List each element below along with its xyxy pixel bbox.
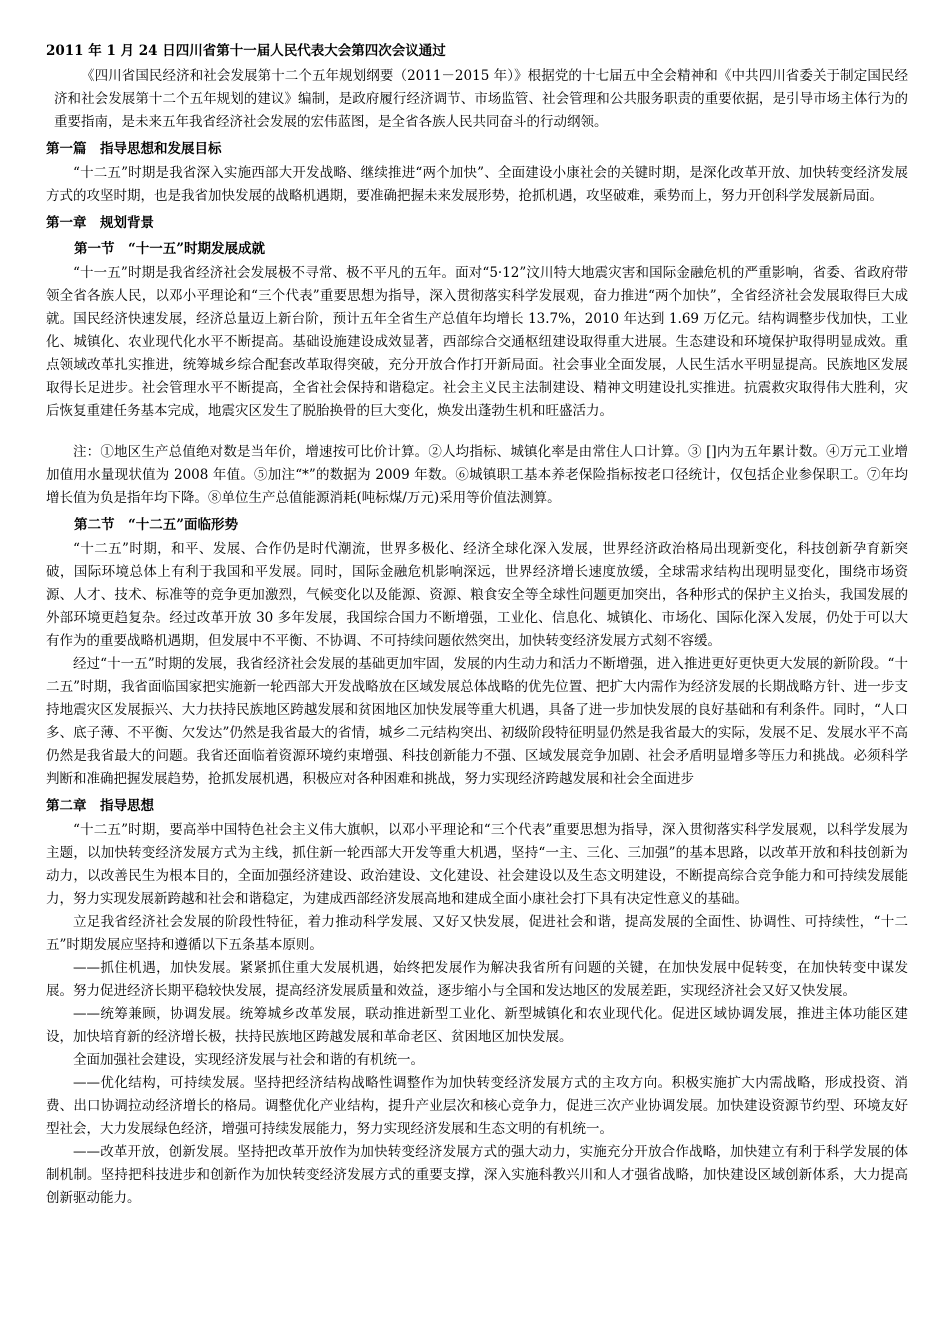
part1-paragraph: “十二五”时期是我省深入实施西部大开发战略、继续推进“两个加快”、全面建设小康社会的关键时期，是深化改革开放、加快转变经济发展方式的攻坚时期，也是我省加快发展的战略机遇期，要准确把握未来发展形势，抢抓机遇，攻坚破难，乘势而上，努力开创科学发展新局面。 xyxy=(46,165,908,204)
section1-heading: 第一节 “十一五”时期发展成就 xyxy=(74,241,266,257)
section2-paragraph-1: “十二五”时期，和平、发展、合作仍是时代潮流，世界多极化、经济全球化深入发展，世界经济政治格局出现新变化，科技创新孕育新突破，国际环境总体上有利于我国和平发展。同时，国际金融危机影响深远，世界经济增长速度放缓，全球需求结构出现明显变化，围绕市场资源、人才、技术、标准等的竞争更加激烈，气候变化以及能源、资源、粮食安全等全球性问题更加突出，各种形式的保护主义抬头，我国发展的外部环境更趋复杂。经过改革开放 30 多年发展，我国综合国力不断增强，工业化、信息化、城镇化、市场化、国际化深入发展，仍处于可以大有作为的重要战略机遇期，但发展中不平衡、不协调、不可持续问题依然突出，加快转变经济发展方式刻不容缓。 xyxy=(46,541,908,649)
principle-1-paragraph: ——抓住机遇，加快发展。紧紧抓住重大发展机遇，始终把发展作为解决我省所有问题的关键，在加快发展中促转变，在加快转变中谋发展。努力促进经济长期平稳较快发展，提高经济发展质量和效益，逐步缩小与全国和发达地区的发展差距，实现经济社会又好又快发展。 xyxy=(46,960,908,999)
document-title: 2011 年 1 月 24 日四川省第十一届人民代表大会第四次会议通过 xyxy=(46,43,446,59)
principle-2-paragraph: ——统筹兼顾，协调发展。统筹城乡改革发展，联动推进新型工业化、新型城镇化和农业现代化。促进区域协调发展，推进主体功能区建设，加快培育新的经济增长极，扶持民族地区跨越发展和革命老区、贫困地区加快发展。 xyxy=(46,1006,908,1045)
chapter1-heading: 第一章 规划背景 xyxy=(46,215,154,231)
part1-heading: 第一篇 指导思想和发展目标 xyxy=(46,141,222,157)
section1-paragraph: “十一五”时期是我省经济社会发展极不寻常、极不平凡的五年。面对“5·12”汶川特大地震灾害和国际金融危机的严重影响，省委、省政府带领全省各族人民，以邓小平理论和“三个代表”重要思想为指导，深入贯彻落实科学发展观，奋力推进“两个加快”，全省经济社会发展取得巨大成就。国民经济快速发展，经济总量迈上新台阶，预计五年全省生产总值年均增长 13.7%，2010 年达到 1.69 万亿元。结构调整步伐加快，工业化、城镇化、农业现代化水平不断提高。基础设施建设成效显著，西部综合交通枢纽建设取得重大进展。生态建设和环境保护取得明显成效。重点领域改革扎实推进，统筹城乡综合配套改革取得突破，充分开放合作打开新局面。社会事业全面发展，人民生活水平明显提高。民族地区发展取得长足进步。社会管理水平不断提高，全省社会保持和谐稳定。社会主义民主法制建设、精神文明建设扎实推进。抗震救灾取得伟大胜利，灾后恢复重建任务基本完成，地震灾区发生了脱胎换骨的巨大变化，焕发出蓬勃生机和旺盛活力。 xyxy=(46,265,908,419)
intro-paragraph: 《四川省国民经济和社会发展第十二个五年规划纲要（2011－2015 年）》根据党的十七届五中全会精神和《中共四川省委关于制定国民经济和社会发展第十二个五年规划的建议》编制，是政府履行经济调节、市场监管、社会管理和公共服务职责的重要依据，是引导市场主体行为的重要指南，是未来五年我省经济社会发展的宏伟蓝图，是全省各族人民共同奋斗的行动纲领。 xyxy=(54,68,908,130)
spacer xyxy=(46,423,908,441)
chapter2-paragraph-2: 立足我省经济社会发展的阶段性特征，着力推动科学发展、又好又快发展，促进社会和谐，提高发展的全面性、协调性、可持续性，“十二五”时期发展应坚持和遵循以下五条基本原则。 xyxy=(46,914,908,953)
chapter2-heading: 第二章 指导思想 xyxy=(46,798,154,814)
chapter2-paragraph-1: “十二五”时期，要高举中国特色社会主义伟大旗帜，以邓小平理论和“三个代表”重要思想为指导，深入贯彻落实科学发展观，以科学发展为主题，以加快转变经济发展方式为主线，抓住新一轮西部大开发等重大机遇，坚持“一主、三化、三加强”的基本思路，以改革开放和科技创新为动力，以改善民生为根本目的，全面加强经济建设、政治建设、文化建设、社会建设以及生态文明建设，不断提高综合竞争能力和可持续发展能力，努力实现发展新跨越和社会和谐稳定，为建成西部经济发展高地和建成全面小康社会打下具有决定性意义的基础。 xyxy=(46,822,908,907)
principle-4-paragraph: ——改革开放，创新发展。坚持把改革开放作为加快转变经济发展方式的强大动力，实施充分开放合作战略，加快建立有利于科学发展的体制机制。坚持把科技进步和创新作为加快转变经济发展方式的重要支撑，深入实施科教兴川和人才强省战略，加快建设区域创新体系，大力提高创新驱动能力。 xyxy=(46,1144,908,1206)
section2-heading: 第二节 “十二五”面临形势 xyxy=(74,517,239,533)
notes-paragraph: 注：①地区生产总值绝对数是当年价，增速按可比价计算。②人均指标、城镇化率是由常住人口计算。③ []内为五年累计数。④万元工业增加值用水量现状值为 2008 年值。⑤加注“*”的数据为 2009 年数。⑥城镇职工基本养老保险指标按老口径统计，仅包括企业参保职工。⑦年均增长值为负是指年均下降。⑧单位生产总值能源消耗(吨标煤/万元)采用等价值法测算。 xyxy=(46,444,908,506)
principle-3-paragraph: ——优化结构，可持续发展。坚持把经济结构战略性调整作为加快转变经济发展方式的主攻方向。积极实施扩大内需战略，形成投资、消费、出口协调拉动经济增长的格局。调整优化产业结构，提升产业层次和核心竞争力，促进三次产业协调发展。加快建设资源节约型、环境友好型社会，大力发展绿色经济，增强可持续发展能力，努力实现经济发展和生态文明的有机统一。 xyxy=(46,1075,908,1137)
section2-paragraph-2: 经过“十一五”时期的发展，我省经济社会发展的基础更加牢固，发展的内生动力和活力不断增强，进入推进更好更快更大发展的新阶段。“十二五”时期，我省面临国家把实施新一轮西部大开发战略放在区域发展总体战略的优先位置、把扩大内需作为经济发展的长期战略方针、进一步支持地震灾区发展振兴、大力扶持民族地区跨越发展和贫困地区加快发展等重大机遇，具备了进一步加快发展的良好基础和有利条件。同时，“人口多、底子薄、不平衡、欠发达”仍然是我省最大的省情，城乡二元结构突出、初级阶段特征明显仍然是我省最大的实际，发展不足、发展水平不高仍然是我省最大的问题。我省还面临着资源环境约束增强、科技创新能力不强、区域发展竞争加剧、社会矛盾明显增多等压力和挑战。必须科学判断和准确把握发展趋势，抢抓发展机遇，积极应对各种困难和挑战，努力实现经济跨越发展和社会全面进步 xyxy=(46,656,908,787)
document-page xyxy=(46,40,908,1210)
chapter2-paragraph-5: 全面加强社会建设，实现经济发展与社会和谐的有机统一。 xyxy=(73,1052,424,1068)
